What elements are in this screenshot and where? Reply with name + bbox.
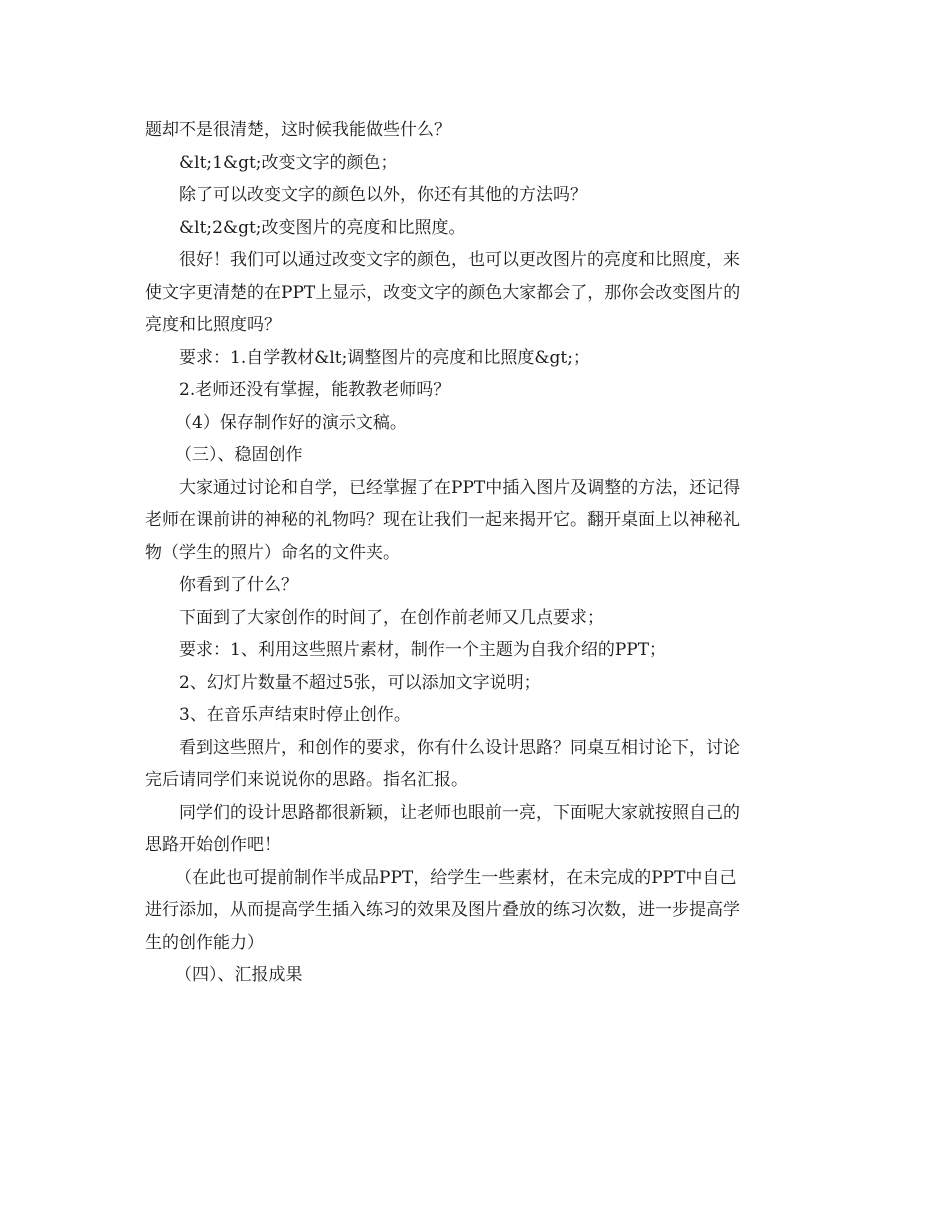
text-line: 要求：1、利用这些照片素材，制作一个主题为自我介绍的PPT； — [179, 640, 667, 660]
text-line: 进行添加，从而提高学生插入练习的效果及图片叠放的练习次数，进一步提高学 — [145, 900, 740, 920]
text-line: 大家通过讨论和自学，已经掌握了在PPT中插入图片及调整的方法，还记得 — [179, 477, 741, 498]
text-line: 思路开始创作吧！ — [145, 835, 281, 855]
text-line: &lt;2&gt;改变图片的亮度和比照度。 — [179, 217, 466, 238]
text-line: 2.老师还没有掌握，能教教老师吗？ — [179, 380, 451, 400]
text-line: 使文字更清楚的在PPT上显示，改变文字的颜色大家都会了，那你会改变图片的 — [145, 282, 741, 303]
section-heading: （四）、汇报成果 — [175, 965, 303, 985]
text-line: 很好！我们可以通过改变文字的颜色，也可以更改图片的亮度和比照度，来 — [179, 250, 740, 270]
document-body — [145, 114, 805, 992]
text-line: 2、幻灯片数量不超过5张，可以添加文字说明； — [179, 672, 541, 693]
text-line: （在此也可提前制作半成品PPT，给学生一些素材，在未完成的PPT中自己 — [175, 867, 737, 888]
text-line: &lt;1&gt;改变文字的颜色； — [179, 152, 398, 173]
text-line: 3、在音乐声结束时停止创作。 — [179, 705, 411, 725]
text-line: 老师在课前讲的神秘的礼物吗？现在让我们一起来揭开它。翻开桌面上以神秘礼 — [145, 510, 740, 530]
text-line: 完后请同学们来说说你的思路。指名汇报。 — [145, 770, 468, 790]
section-heading: （三）、稳固创作 — [175, 445, 303, 465]
text-line: 除了可以改变文字的颜色以外，你还有其他的方法吗？ — [179, 185, 587, 205]
text-line: 生的创作能力） — [145, 932, 264, 953]
text-line: （4）保存制作好的演示文稿。 — [175, 412, 407, 433]
text-line: 题却不是很清楚，这时候我能做些什么？ — [145, 120, 451, 140]
text-line: 看到这些照片，和创作的要求，你有什么设计思路？同桌互相讨论下，讨论 — [179, 737, 740, 758]
text-line: 下面到了大家创作的时间了，在创作前老师又几点要求； — [179, 607, 604, 628]
text-line: 要求：1.自学教材&lt;调整图片的亮度和比照度&gt;； — [179, 347, 590, 368]
text-line: 同学们的设计思路都很新颖，让老师也眼前一亮，下面呢大家就按照自己的 — [179, 802, 740, 823]
text-line: 你看到了什么？ — [179, 575, 298, 595]
text-line: 物（学生的照片）命名的文件夹。 — [145, 542, 400, 563]
text-line: 亮度和比照度吗？ — [145, 315, 281, 335]
